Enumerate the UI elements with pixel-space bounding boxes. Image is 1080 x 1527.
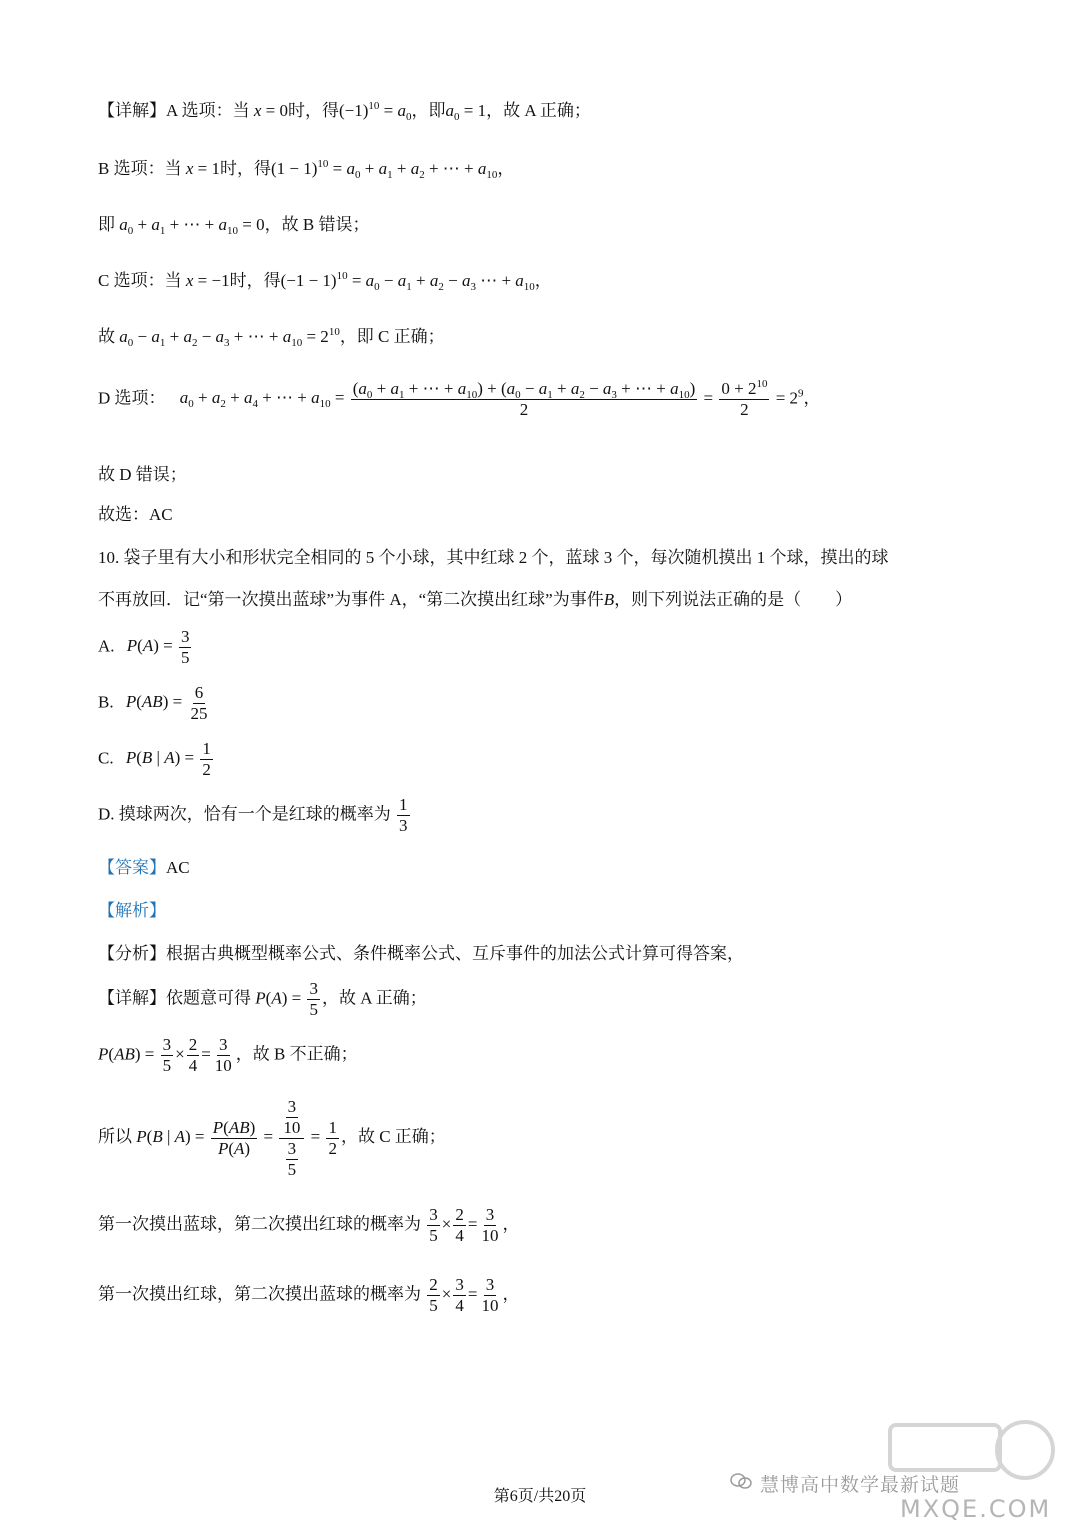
big-fraction: $\frac{(a_0 + a_1 + \cdots + a_{10}) + (a_0 - a_1 + a_2 - a_3 + \cdots + a_{10})}{2}$ [352,379,696,419]
solution-c-line: C 选项：当 x = −1时，得$(-1 - 1)^{10} = a_0 - a_1 + a_2 - a_3$ ⋯ + $a_{10}$， [98,270,552,293]
detail-pab: P(AB) = $\frac{3}{5}$ × $\frac{2}{4}$ = $\frac{3}{10}$ ，故 B 不正确； [98,1035,358,1075]
page-footer: 第6页/共20页 [493,1488,587,1505]
detail-first-blue: 第一次摸出蓝球，第二次摸出红球的概率为 $\frac{3}{5}$ × $\frac{2}{4}$ = $\frac{3}{10}$ ， [98,1205,520,1245]
solution-b-line: B 选项：当 x = 1时，得$(1 - 1)^{10} = a_0 + a_1 + a_2$ + ⋯ + $a_{10}$， [98,158,515,181]
detail-pa: 【详解】依题意可得 P(A) = $\frac{3}{5}$ ，故 A 正确； [98,979,427,1019]
detail-pba: 所以 P(B | A) = $\frac{P(AB)}{P(A)}$ = $\frac{\frac{3}{10}}{\frac{3}{5}}$ = $\frac{1}{2}$ ，故 C 正确； [98,1097,446,1179]
solution-d-result: 故 D 错误； [98,465,187,484]
solution-c-result: 故 $a_0 - a_1 + a_2 - a_3$ + ⋯ + $a_{10} = 2^{10}$，即 C 正确； [98,326,445,349]
question-10-line1: 10. 袋子里有大小和形状完全相同的 5 个小球，其中红球 2 个，蓝球 3 个，每次随机摸出 1 个球，摸出的球 [98,548,889,567]
option-b: B. P(AB) = $\frac{6}{25}$ [98,683,208,723]
solution-a-line: 【详解】A 选项：当 x = 0时，得$(-1)^{10} = a_0$，即$a_0 = 1$，故 A 正确； [98,100,591,123]
detail-first-red: 第一次摸出红球，第二次摸出蓝球的概率为 $\frac{2}{5}$ × $\frac{3}{4}$ = $\frac{3}{10}$ ， [98,1275,520,1315]
answer-line: 【答案】AC [98,858,190,877]
watermark-text: 慧博高中数学最新试题 [760,1474,961,1496]
option-c: C. P(B | A) = $\frac{1}{2}$ [98,739,211,779]
solution-d-line: D 选项： $a_0 + a_2 + a_4$ + ⋯ + $a_{10}$ = $\frac{(a_0 + a_1 + \cdots + a_{10}) + (a_0 - a_1 + a_2 - a_3 + \cdots + a_{10})}{2}$ = $\frac{0 + 2^{10}}{2}$ = $2^9$， [98,378,821,419]
watermark-stamp-text: MXQE.COM [900,1495,1052,1523]
option-d: D. 摸球两次，恰有一个是红球的概率为 $\frac{1}{3}$ [98,795,408,835]
analysis-label: 【解析】 [98,901,166,920]
analysis-fenxi: 【分析】根据古典概型概率公式、条件概率公式、互斥事件的加法公式计算可得答案， [98,944,744,963]
option-a: A. P(A) = $\frac{3}{5}$ [98,627,190,667]
solution-b-result: 即 $a_0 + a_1$ + ⋯ + $a_{10} = 0$，故 B 错误； [98,215,370,237]
solution-choice: 故选：AC [98,505,173,524]
question-10-line2: 不再放回．记“第一次摸出蓝球”为事件 A，“第二次摸出红球”为事件B，则下列说法正确的是（ ） [98,590,853,609]
